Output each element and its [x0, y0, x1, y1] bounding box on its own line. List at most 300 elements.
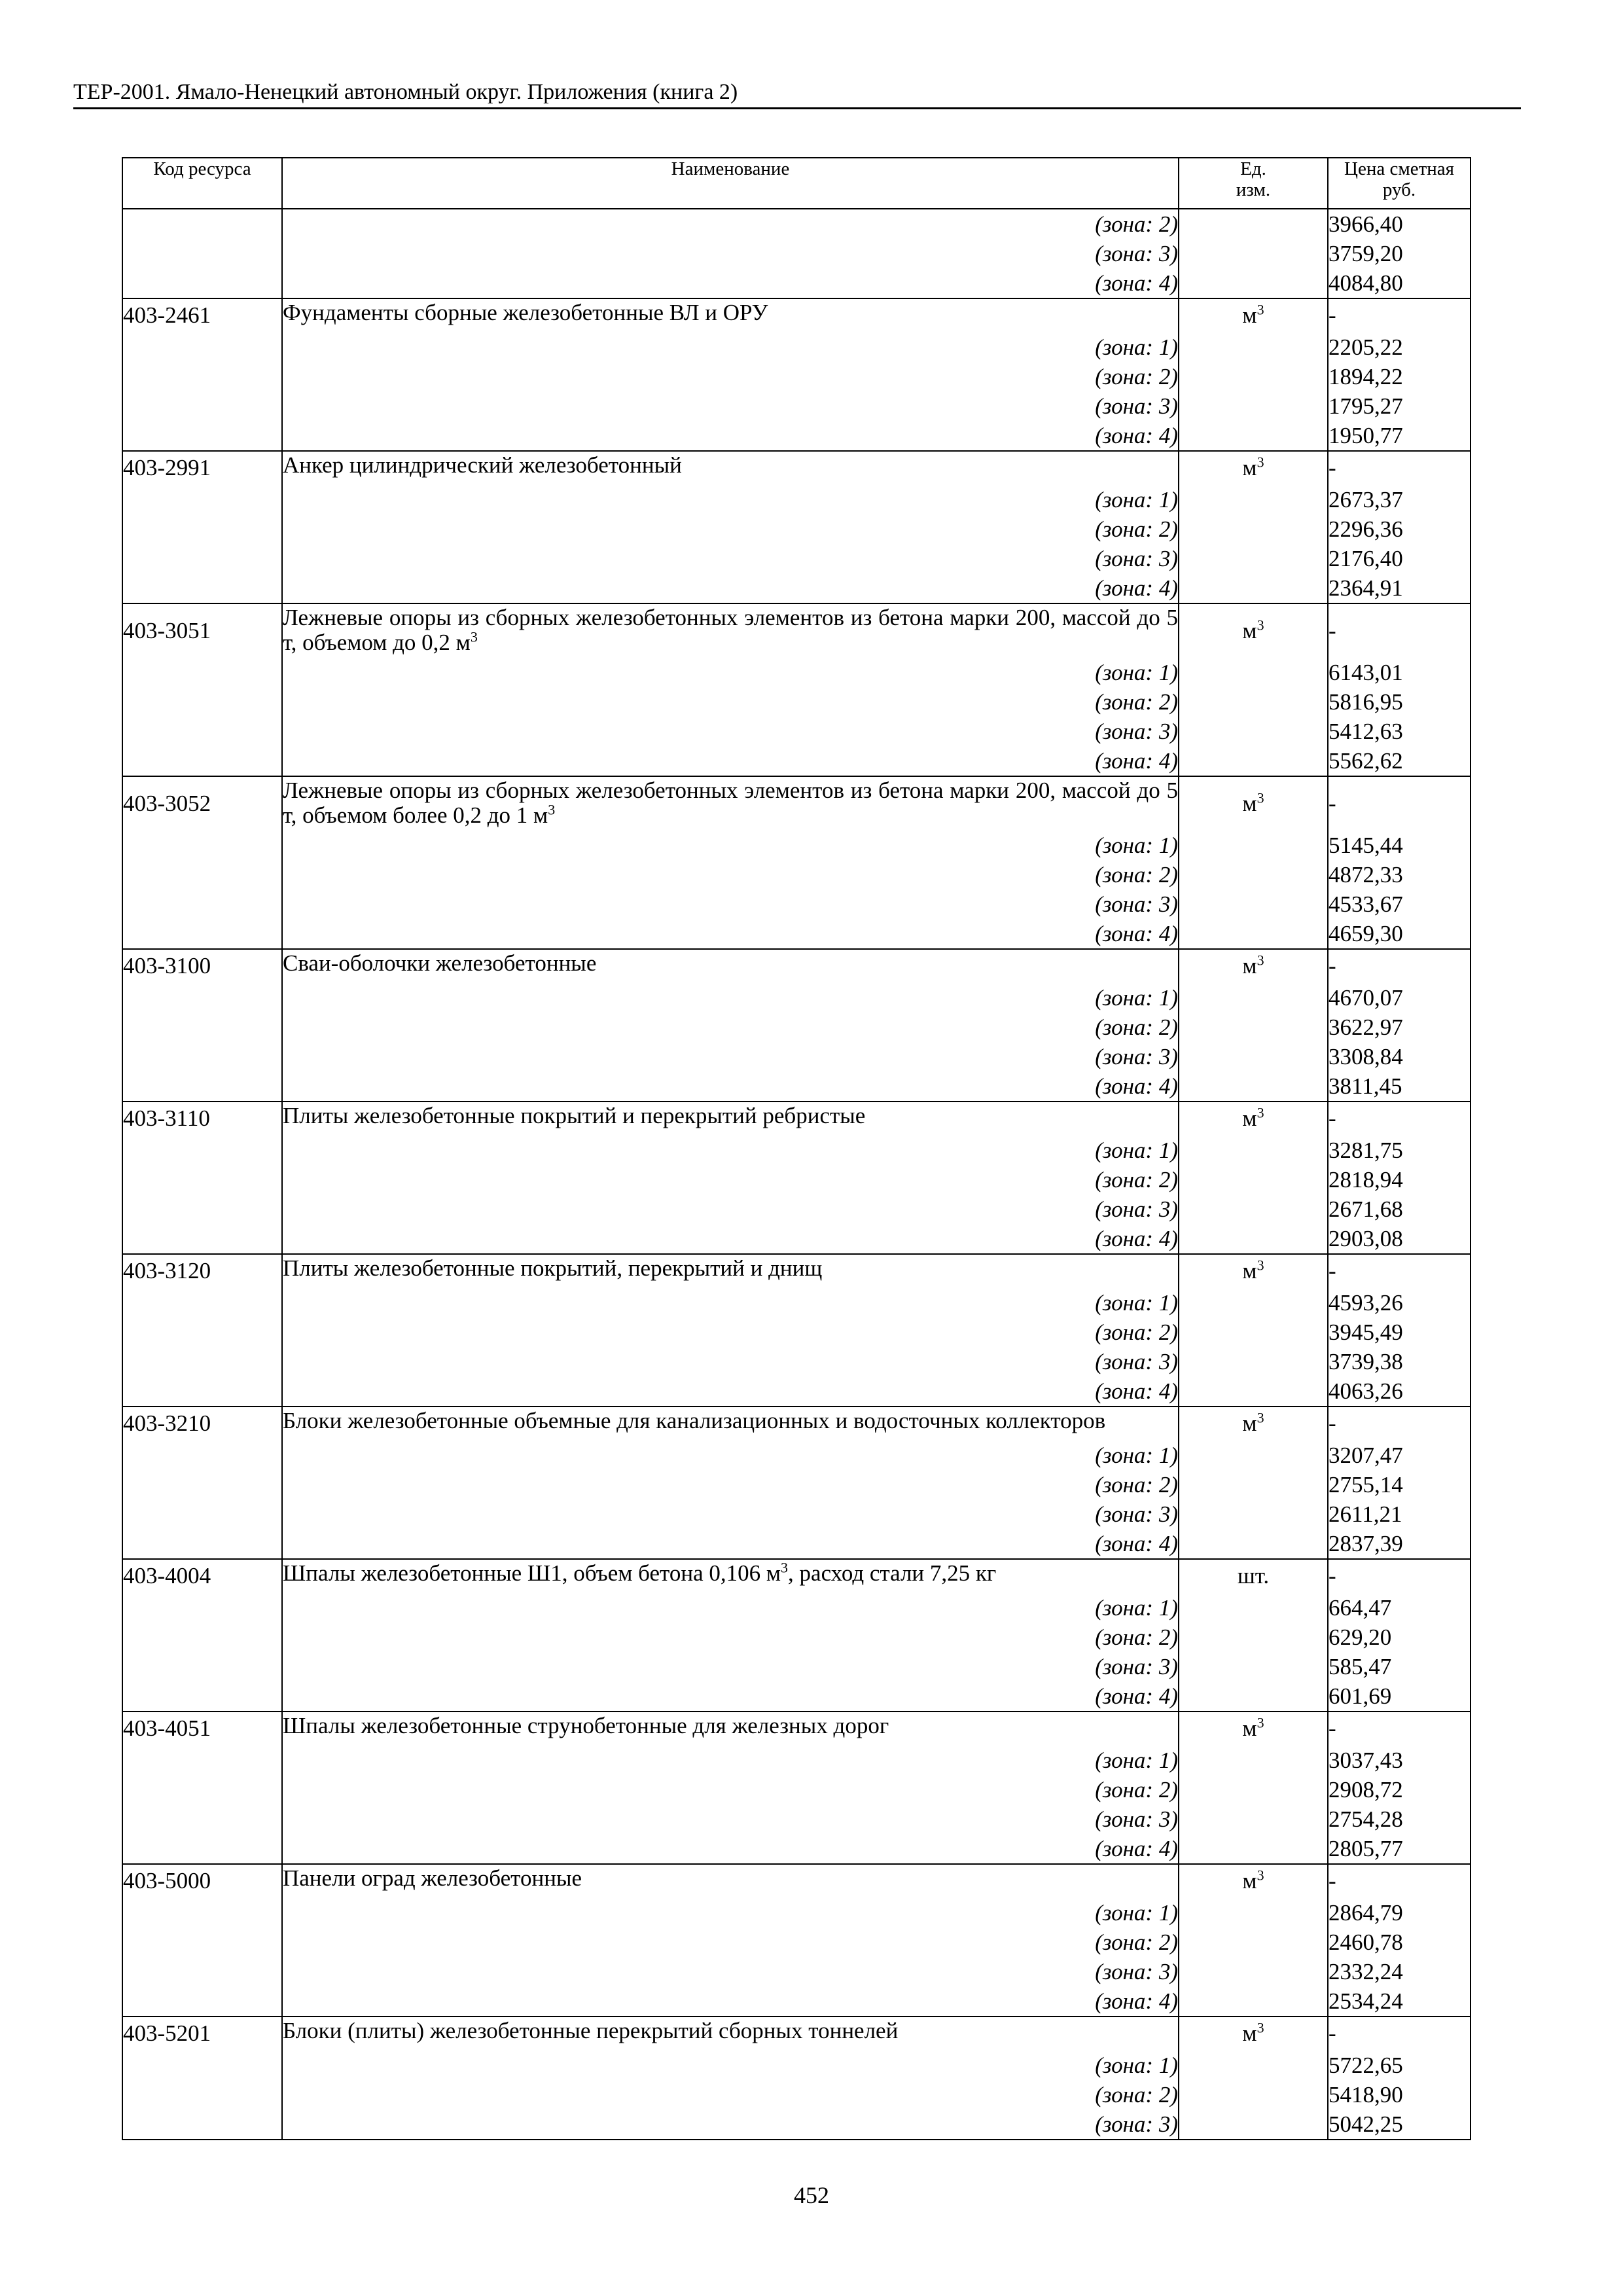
zone-price: 4659,30	[1329, 921, 1403, 946]
unit-cell	[1179, 1499, 1328, 1529]
resource-code-cell	[122, 2080, 282, 2109]
unit-cell	[1179, 860, 1328, 889]
zone-price: 2908,72	[1329, 1777, 1403, 1803]
resource-code-cell	[122, 1746, 282, 1775]
unit-cell	[1179, 239, 1328, 268]
zone-row	[122, 1318, 1471, 1347]
unit-superscript: 3	[1257, 1257, 1264, 1274]
resource-code-cell	[122, 1288, 282, 1318]
zone-price: 3739,38	[1329, 1349, 1403, 1374]
zone-price: 2364,91	[1329, 575, 1403, 601]
price-cell	[1328, 1318, 1471, 1347]
resource-code: 403-3110	[123, 1105, 210, 1131]
price-cell	[1328, 889, 1471, 919]
zone-label: (зона: 3)	[1095, 1196, 1178, 1222]
unit-cell	[1179, 889, 1328, 919]
zone-row	[122, 1804, 1471, 1834]
zone-label: (зона: 2)	[1095, 516, 1178, 542]
resource-name-text: Лежневые опоры из сборных железобетонных элементов из бетона марки 200, массой до 5 т, объемом более 0,2 до 1 м	[283, 778, 1178, 828]
zone-price: 1795,27	[1329, 393, 1403, 419]
unit-cell	[1179, 2051, 1328, 2080]
zone-label: (зона: 2)	[1095, 1167, 1178, 1193]
resource-code-cell	[122, 1681, 282, 1712]
zone-price: 3759,20	[1329, 241, 1403, 266]
unit-cell	[1179, 1224, 1328, 1254]
zone-row	[122, 1898, 1471, 1928]
unit-cell	[1179, 983, 1328, 1013]
price-cell	[1328, 1986, 1471, 2017]
zone-price: 3622,97	[1329, 1014, 1403, 1040]
price-cell	[1328, 1376, 1471, 1407]
resource-name-cell	[282, 603, 1179, 658]
zone-name-cell	[282, 2051, 1179, 2080]
zone-price: 1894,22	[1329, 364, 1403, 389]
zone-row	[122, 1652, 1471, 1681]
resource-code-cell	[122, 919, 282, 949]
zone-name-cell	[282, 1318, 1179, 1347]
price-cell	[1328, 1898, 1471, 1928]
zone-label: (зона: 1)	[1095, 985, 1178, 1011]
unit-cell	[1179, 603, 1328, 658]
zone-price: 5042,25	[1329, 2111, 1403, 2137]
resource-name	[283, 1256, 1178, 1281]
unit-cell	[1179, 209, 1328, 239]
column-header-unit-line1: Ед.	[1240, 158, 1266, 179]
zone-name-cell	[282, 2080, 1179, 2109]
unit-cell	[1179, 1376, 1328, 1407]
zone-name-cell	[282, 889, 1179, 919]
zone-name-cell	[282, 1623, 1179, 1652]
price-cell	[1328, 1499, 1471, 1529]
unit-cell	[1179, 1834, 1328, 1864]
resource-name-text: Шпалы железобетонные Ш1, объем бетона 0,106 м	[283, 1560, 781, 1586]
resource-name-superscript: 3	[548, 801, 556, 818]
unit-superscript: 3	[1257, 301, 1264, 318]
column-header-price-line2: руб.	[1382, 179, 1416, 200]
zone-row	[122, 421, 1471, 451]
price-cell	[1328, 514, 1471, 544]
base-price: -	[1329, 302, 1336, 328]
resource-code-cell	[122, 1407, 282, 1441]
zone-label: (зона: 3)	[1095, 1959, 1178, 1984]
resource-code-cell	[122, 544, 282, 573]
base-price: -	[1329, 1105, 1336, 1131]
resource-code-cell	[122, 860, 282, 889]
resource-code-cell	[122, 1804, 282, 1834]
resource-code-cell	[122, 1013, 282, 1042]
resource-name-cell	[282, 1559, 1179, 1593]
unit-cell	[1179, 687, 1328, 717]
zone-price: 2864,79	[1329, 1900, 1403, 1926]
price-cell	[1328, 1441, 1471, 1470]
unit-cell	[1179, 332, 1328, 362]
resource-name-cell	[282, 1102, 1179, 1136]
resource-code: 403-5000	[123, 1868, 211, 1893]
resource-code-cell	[122, 1224, 282, 1254]
resource-code-cell	[122, 1834, 282, 1864]
price-cell	[1328, 860, 1471, 889]
resource-row	[122, 1559, 1471, 1593]
zone-row	[122, 239, 1471, 268]
zone-row	[122, 983, 1471, 1013]
resource-code: 403-3052	[123, 791, 211, 816]
resource-row	[122, 1102, 1471, 1136]
resource-name-text: Лежневые опоры из сборных железобетонных элементов из бетона марки 200, массой до 5 т, объемом до 0,2 м	[283, 605, 1178, 655]
price-cell	[1328, 544, 1471, 573]
resource-code: 403-2461	[123, 302, 211, 328]
zone-name-cell	[282, 1986, 1179, 2017]
resource-name-text: Фундаменты сборные железобетонные ВЛ и ОРУ	[283, 300, 768, 325]
page-header: ТЕР-2001. Ямало-Ненецкий автономный округ. Приложения (книга 2)	[73, 77, 1521, 109]
resource-code-cell	[122, 603, 282, 658]
zone-name-cell	[282, 1224, 1179, 1254]
zone-row	[122, 1288, 1471, 1318]
resource-code-cell	[122, 1376, 282, 1407]
price-cell	[1328, 451, 1471, 485]
resource-row	[122, 603, 1471, 658]
resource-name-superscript: 3	[470, 628, 478, 645]
price-cell	[1328, 1834, 1471, 1864]
price-cell	[1328, 949, 1471, 983]
price-cell	[1328, 2051, 1471, 2080]
zone-row	[122, 514, 1471, 544]
resource-code-cell	[122, 1712, 282, 1746]
zone-name-cell	[282, 514, 1179, 544]
zone-name-cell	[282, 1499, 1179, 1529]
zone-name-cell	[282, 1013, 1179, 1042]
zone-label: (зона: 3)	[1095, 1654, 1178, 1679]
zone-price: 5562,62	[1329, 748, 1403, 774]
price-cell	[1328, 268, 1471, 298]
unit-cell	[1179, 2080, 1328, 2109]
price-cell	[1328, 1224, 1471, 1254]
unit-cell	[1179, 514, 1328, 544]
zone-row	[122, 1746, 1471, 1775]
zone-row	[122, 717, 1471, 746]
zone-row	[122, 746, 1471, 776]
resource-name-text: Плиты железобетонные покрытий, перекрытий и днищ	[283, 1255, 823, 1281]
zone-name-cell	[282, 485, 1179, 514]
unit-superscript: 3	[1257, 1409, 1264, 1426]
zone-name-cell	[282, 919, 1179, 949]
resource-name-cell	[282, 1864, 1179, 1898]
zone-label: (зона: 1)	[1095, 334, 1178, 360]
unit-value: м	[1242, 1410, 1257, 1436]
resource-code-cell	[122, 889, 282, 919]
zone-label: (зона: 4)	[1095, 1988, 1178, 2014]
zone-name-cell	[282, 1804, 1179, 1834]
zone-name-cell	[282, 1834, 1179, 1864]
column-header-name: Наименование	[282, 158, 1179, 209]
resource-code-cell	[122, 421, 282, 451]
resource-code-cell	[122, 332, 282, 362]
zone-name-cell	[282, 421, 1179, 451]
zone-name-cell	[282, 1746, 1179, 1775]
unit-cell	[1179, 1652, 1328, 1681]
price-cell	[1328, 919, 1471, 949]
zone-name-cell	[282, 362, 1179, 391]
zone-row	[122, 687, 1471, 717]
zone-name-cell	[282, 1194, 1179, 1224]
unit-cell	[1179, 831, 1328, 860]
unit-cell	[1179, 658, 1328, 687]
price-cell	[1328, 2109, 1471, 2140]
resource-name	[283, 605, 1178, 655]
price-cell	[1328, 1804, 1471, 1834]
resource-code-cell	[122, 514, 282, 544]
zone-name-cell	[282, 1136, 1179, 1165]
resource-code-cell	[122, 1347, 282, 1376]
zone-row	[122, 573, 1471, 603]
zone-price: 2534,24	[1329, 1988, 1403, 2014]
unit-cell	[1179, 573, 1328, 603]
price-cell	[1328, 2017, 1471, 2051]
zone-label: (зона: 1)	[1095, 2053, 1178, 2078]
resource-code-cell	[122, 1593, 282, 1623]
zone-row	[122, 209, 1471, 239]
resource-code-cell	[122, 1318, 282, 1347]
zone-label: (зона: 4)	[1095, 270, 1178, 296]
unit-cell	[1179, 485, 1328, 514]
unit-cell	[1179, 1681, 1328, 1712]
resource-code-cell	[122, 776, 282, 831]
zone-row	[122, 1775, 1471, 1804]
unit-superscript: 3	[1257, 617, 1264, 634]
price-cell	[1328, 391, 1471, 421]
unit-cell	[1179, 1470, 1328, 1499]
zone-row	[122, 1376, 1471, 1407]
resource-code: 403-3051	[123, 618, 211, 643]
price-cell	[1328, 1288, 1471, 1318]
zone-label: (зона: 4)	[1095, 1683, 1178, 1709]
resource-code-cell	[122, 1194, 282, 1224]
resource-row	[122, 1864, 1471, 1898]
price-cell	[1328, 298, 1471, 332]
unit-cell	[1179, 1986, 1328, 2017]
zone-name-cell	[282, 209, 1179, 239]
zone-label: (зона: 3)	[1095, 2111, 1178, 2137]
unit-cell	[1179, 1804, 1328, 1834]
zone-row	[122, 2080, 1471, 2109]
price-cell	[1328, 209, 1471, 239]
zone-row	[122, 391, 1471, 421]
zone-label: (зона: 4)	[1095, 1226, 1178, 1251]
column-header-unit	[1179, 158, 1328, 209]
resource-code-cell	[122, 658, 282, 687]
resource-name-cell	[282, 776, 1179, 831]
base-price: -	[1329, 1563, 1336, 1588]
zone-price: 4670,07	[1329, 985, 1403, 1011]
unit-cell	[1179, 776, 1328, 831]
resource-name	[283, 1408, 1178, 1433]
unit-superscript: 3	[1257, 1714, 1264, 1731]
zone-name-cell	[282, 1347, 1179, 1376]
resource-name-superscript: 3	[781, 1559, 789, 1576]
unit-cell	[1179, 421, 1328, 451]
price-cell	[1328, 1042, 1471, 1071]
unit-cell	[1179, 1042, 1328, 1071]
unit-cell	[1179, 1194, 1328, 1224]
zone-label: (зона: 3)	[1095, 241, 1178, 266]
zone-price: 3308,84	[1329, 1044, 1403, 1069]
base-price: -	[1329, 455, 1336, 480]
resource-code-cell	[122, 485, 282, 514]
resource-code-cell	[122, 1470, 282, 1499]
unit-superscript: 3	[1257, 952, 1264, 969]
price-cell	[1328, 1652, 1471, 1681]
resource-name-cell	[282, 1407, 1179, 1441]
zone-label: (зона: 2)	[1095, 1319, 1178, 1345]
zone-price: 4872,33	[1329, 862, 1403, 888]
zone-label: (зона: 2)	[1095, 1014, 1178, 1040]
resource-code-cell	[122, 268, 282, 298]
unit-cell	[1179, 1712, 1328, 1746]
price-cell	[1328, 1712, 1471, 1746]
unit-cell	[1179, 1957, 1328, 1986]
base-price: -	[1329, 1258, 1336, 1283]
price-cell	[1328, 658, 1471, 687]
resource-name-text: Блоки (плиты) железобетонные перекрытий сборных тоннелей	[283, 2018, 899, 2043]
zone-name-cell	[282, 332, 1179, 362]
unit-cell	[1179, 717, 1328, 746]
zone-label: (зона: 2)	[1095, 211, 1178, 237]
zone-name-cell	[282, 573, 1179, 603]
zone-price: 5412,63	[1329, 719, 1403, 744]
zone-price: 2460,78	[1329, 1929, 1403, 1955]
zone-row	[122, 1071, 1471, 1102]
base-price: -	[1329, 618, 1336, 643]
zone-name-cell	[282, 1042, 1179, 1071]
unit-cell	[1179, 298, 1328, 332]
zone-label: (зона: 1)	[1095, 1900, 1178, 1926]
zone-price: 3945,49	[1329, 1319, 1403, 1345]
unit-cell	[1179, 1864, 1328, 1898]
resource-code-cell	[122, 1957, 282, 1986]
zone-label: (зона: 2)	[1095, 862, 1178, 888]
unit-value: м	[1242, 1258, 1257, 1283]
table-header-row	[122, 158, 1471, 209]
price-cell	[1328, 1957, 1471, 1986]
price-cell	[1328, 1254, 1471, 1288]
resource-name-cell	[282, 2017, 1179, 2051]
resource-code-cell	[122, 1898, 282, 1928]
zone-name-cell	[282, 1775, 1179, 1804]
resource-code-cell	[122, 1652, 282, 1681]
zone-price: 2332,24	[1329, 1959, 1403, 1984]
zone-row	[122, 1986, 1471, 2017]
resource-row	[122, 949, 1471, 983]
unit-superscript: 3	[1257, 1867, 1264, 1884]
price-cell	[1328, 1071, 1471, 1102]
zone-row	[122, 1593, 1471, 1623]
zone-label: (зона: 4)	[1095, 1836, 1178, 1861]
zone-price: 2673,37	[1329, 487, 1403, 512]
table-body	[122, 209, 1471, 2140]
price-cell	[1328, 687, 1471, 717]
resource-code-cell	[122, 1775, 282, 1804]
resource-name-tail: , расход стали 7,25 кг	[788, 1560, 997, 1586]
zone-name-cell	[282, 391, 1179, 421]
zone-row	[122, 889, 1471, 919]
resource-row	[122, 1254, 1471, 1288]
unit-value: м	[1242, 618, 1257, 643]
resource-code-cell	[122, 1254, 282, 1288]
zone-name-cell	[282, 1288, 1179, 1318]
zone-row	[122, 1165, 1471, 1194]
price-cell	[1328, 421, 1471, 451]
zone-name-cell	[282, 1928, 1179, 1957]
resource-row	[122, 1407, 1471, 1441]
price-cell	[1328, 1593, 1471, 1623]
zone-row	[122, 919, 1471, 949]
resource-row	[122, 1712, 1471, 1746]
resource-code: 403-4004	[123, 1563, 211, 1588]
zone-price: 5418,90	[1329, 2082, 1403, 2108]
unit-cell	[1179, 268, 1328, 298]
price-cell	[1328, 1746, 1471, 1775]
resource-code-cell	[122, 1623, 282, 1652]
unit-cell	[1179, 1288, 1328, 1318]
price-cell	[1328, 1681, 1471, 1712]
zone-row	[122, 1194, 1471, 1224]
zone-label: (зона: 4)	[1095, 1073, 1178, 1099]
price-cell	[1328, 1864, 1471, 1898]
zone-price: 3281,75	[1329, 1138, 1403, 1163]
zone-price: 1950,77	[1329, 423, 1403, 448]
zone-label: (зона: 3)	[1095, 891, 1178, 917]
zone-label: (зона: 1)	[1095, 1443, 1178, 1468]
zone-row	[122, 544, 1471, 573]
resource-name	[283, 1103, 1178, 1128]
resource-code: 403-4051	[123, 1715, 211, 1741]
zone-label: (зона: 1)	[1095, 1138, 1178, 1163]
zone-price: 5722,65	[1329, 2053, 1403, 2078]
column-header-code: Код ресурса	[122, 158, 282, 209]
unit-value: шт.	[1237, 1563, 1270, 1588]
unit-cell	[1179, 1928, 1328, 1957]
zone-price: 2818,94	[1329, 1167, 1403, 1193]
price-cell	[1328, 983, 1471, 1013]
resource-row	[122, 451, 1471, 485]
resource-code-cell	[122, 1864, 282, 1898]
price-cell	[1328, 1013, 1471, 1042]
price-cell	[1328, 717, 1471, 746]
resource-name-cell	[282, 1254, 1179, 1288]
zone-price: 2176,40	[1329, 546, 1403, 571]
resource-code-cell	[122, 1136, 282, 1165]
zone-price: 2611,21	[1329, 1501, 1402, 1527]
zone-price: 2805,77	[1329, 1836, 1403, 1861]
resource-code-cell	[122, 239, 282, 268]
zone-price: 4084,80	[1329, 270, 1403, 296]
zone-price: 3811,45	[1329, 1073, 1402, 1099]
zone-price: 664,47	[1329, 1595, 1392, 1621]
zone-name-cell	[282, 1957, 1179, 1986]
unit-superscript: 3	[1257, 2019, 1264, 2036]
resource-code: 403-5201	[123, 2020, 211, 2046]
resource-code: 403-3120	[123, 1258, 211, 1283]
zone-price: 2296,36	[1329, 516, 1403, 542]
zone-label: (зона: 1)	[1095, 1595, 1178, 1621]
zone-price: 585,47	[1329, 1654, 1392, 1679]
zone-label: (зона: 4)	[1095, 921, 1178, 946]
unit-cell	[1179, 746, 1328, 776]
resource-row	[122, 776, 1471, 831]
resource-code-cell	[122, 209, 282, 239]
zone-price: 2205,22	[1329, 334, 1403, 360]
zone-row	[122, 1347, 1471, 1376]
resource-name-cell	[282, 298, 1179, 332]
